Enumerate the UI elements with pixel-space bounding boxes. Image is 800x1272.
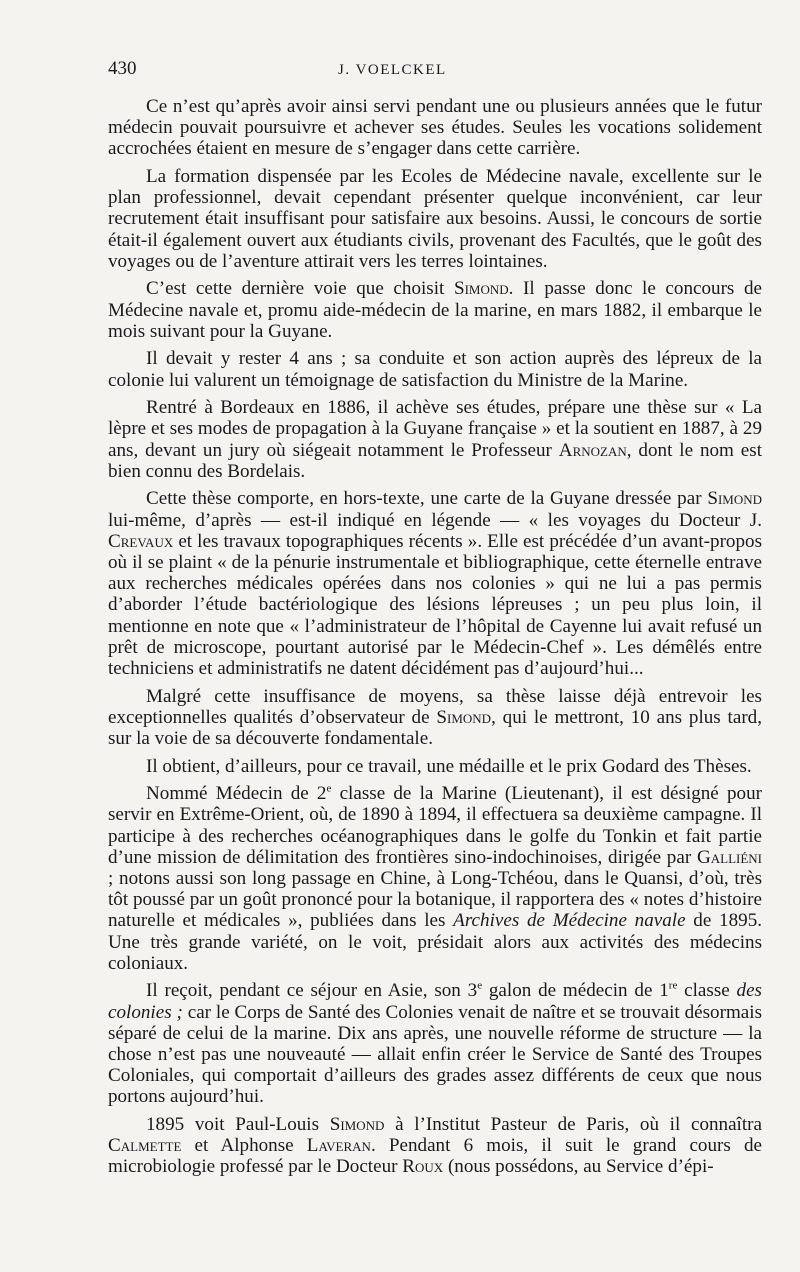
name-simond: Simond (707, 488, 762, 510)
superscript: e (326, 782, 332, 795)
name-simond: Simond (453, 278, 509, 300)
paragraph-7-text-b: , qui le mettront, 10 ans plus tard, sur la voie de sa découverte fondamentale. (108, 706, 762, 750)
running-head: J. VOELCKEL (338, 62, 447, 78)
paragraph-11-text-b: à l’Institut Pasteur de Paris, où il connaîtra (384, 1114, 763, 1136)
paragraph-10 (108, 980, 762, 1107)
paragraph-10-text-d: car le Corps de Santé des Colonies venait de naître et se trouvait désormais séparé de celui de la marine. Dix ans après, une nouvelle réforme de structure — la chose n’est pas une nouveauté — allait enfin créer le Service de Santé des Troupes Coloniales, qui comportait d’ailleurs des grades assez différents de ceux que nous portons aujourd’hui. (108, 1001, 763, 1108)
paragraph-3-text-a: C’est cette dernière voie que choisit (146, 278, 454, 300)
page-number: 430 (108, 58, 137, 79)
paragraph-10-text-b: galon de médecin de 1 (482, 980, 669, 1002)
name-arnozan: Arnozan (558, 439, 627, 461)
name-simond: Simond (329, 1114, 385, 1136)
paragraph-11 (108, 1114, 762, 1178)
paragraph-7-text-a: Malgré cette insuffisance de moyens, sa thèse laisse déjà entrevoir les exceptionnelles qualités d’observateur de (108, 685, 762, 728)
paragraph-11-text-e: (nous possédons, au Service d’épi- (443, 1156, 714, 1178)
paragraph-11-text-a: 1895 voit Paul-Louis (146, 1114, 330, 1136)
superscript: e (477, 980, 483, 993)
name-roux: Roux (402, 1156, 444, 1178)
paragraph-5 (108, 397, 762, 482)
paragraph-8: Il obtient, d’ailleurs, pour ce travail, une médaille et le prix Godard des Thèses. (146, 755, 752, 777)
name-crevaux: Crevaux (108, 530, 174, 552)
paragraph-6 (108, 488, 762, 679)
body-text (108, 96, 762, 1178)
paragraph-6-text-c: et les travaux topographiques récents ». Elle est précédée d’un avant-propos où il se plaint « de la pénurie instrumentale et bibliographique, cette éternelle entrave aux recherches médicales opérées dans nos colonies » qui ne lui a pas permis d’aborder l’étude bactériologique des lésions lépreuses ; un peu plus loin, il mentionne en note que « l’administrateur de l’hôpital de Cayenne lui avait refusé un prêt de microscope, pourtant autorisé par le Médecin-Chef ». Les démêlés entre techniciens et administratifs ne datent décidément pas d’aujourd’hui... (108, 530, 762, 680)
paragraph-3 (108, 278, 762, 342)
paragraph-6-text-a: Cette thèse comporte, en hors-texte, une carte de la Guyane dressée par (146, 488, 708, 510)
name-laveran: Laveran (306, 1135, 371, 1157)
paragraph-9 (108, 783, 762, 974)
paragraph-10-text-c: classe (677, 980, 737, 1002)
paragraph-6-text-b: lui-même, d’après — est-il indiqué en légende — « les voyages du Docteur J. (108, 509, 762, 531)
paragraph-1: Ce n’est qu’après avoir ainsi servi pendant une ou plusieurs années que le futur médecin pouvait poursuivre et achever ses études. Seules les vocations solidement accrochées étaient en mesure de s’engager dans cette carrière. (108, 96, 762, 160)
paragraph-4: Il devait y rester 4 ans ; sa conduite et son action auprès des lépreux de la colonie lui valurent un témoignage de satisfaction du Ministre de la Marine. (108, 348, 762, 391)
paragraph-9-text-a: Nommé Médecin de 2 (146, 783, 327, 805)
paragraph-9-text-b: classe de la Marine (Lieutenant), il est désigné pour servir en Extrême-Orient, où, de 1890 à 1894, il effectuera sa deuxième campagne. Il participe à des recherches océanographiques dans le golfe du Tonkin et fait partie d’une mission de délimitation des frontières sino-indochinoises, dirigée par (108, 783, 762, 868)
name-calmette: Calmette (108, 1135, 182, 1157)
paragraph-9-text-c: ; notons aussi son long passage en Chine, à Long-Tchéou, dans le Quansi, d’où, très tôt poussé par un goût prononcé pour la botanique, il rapportera des « notes d’histoire naturelle et médicales », publiées dans les (108, 868, 762, 932)
paragraph-10-text-a: Il reçoit, pendant ce séjour en Asie, son 3 (146, 980, 478, 1002)
page-header (108, 58, 762, 88)
name-simond: Simond (436, 706, 492, 728)
paragraph-11-text-d: . Pendant 6 mois, il suit le grand cours de microbiologie professé par le Docteur (108, 1135, 762, 1178)
journal-title: Archives de Médecine navale (453, 910, 686, 932)
paragraph-11-text-c: et Alphonse (181, 1135, 307, 1157)
paragraph-5-text-b: , dont le nom est bien connu des Bordelais. (108, 439, 763, 482)
paragraph-5-text-a: Rentré à Bordeaux en 1886, il achève ses études, prépare une thèse sur « La lèpre et ses modes de propagation à la Guyane française » et la soutient en 1887, à 29 ans, devant un jury où siégeait notamment le Professeur (108, 397, 762, 461)
superscript: re (668, 980, 678, 993)
name-gallieni: Galliéni (696, 846, 762, 868)
paragraph-7 (108, 686, 762, 750)
paragraph-2: La formation dispensée par les Ecoles de Médecine navale, excellente sur le plan professionnel, devait cependant présenter quelque inconvénient, car leur recrutement était insuffisant pour satisfaire aux besoins. Aussi, le concours de sortie était-il également ouvert aux étudiants civils, provenant des Facultés, que le goût des voyages ou de l’aventure attirait vers les terres lointaines. (108, 166, 762, 272)
paragraph-9-text-d: de 1895. Une très grande variété, on le voit, présidait alors aux activités des médecins coloniaux. (108, 910, 763, 974)
paragraph-3-text-b: . Il passe donc le concours de Médecine navale et, promu aide-médecin de la marine, en mars 1882, il embarque le mois suivant pour la Guyane. (108, 278, 763, 342)
italic-colonies: des colonies ; (108, 980, 762, 1023)
